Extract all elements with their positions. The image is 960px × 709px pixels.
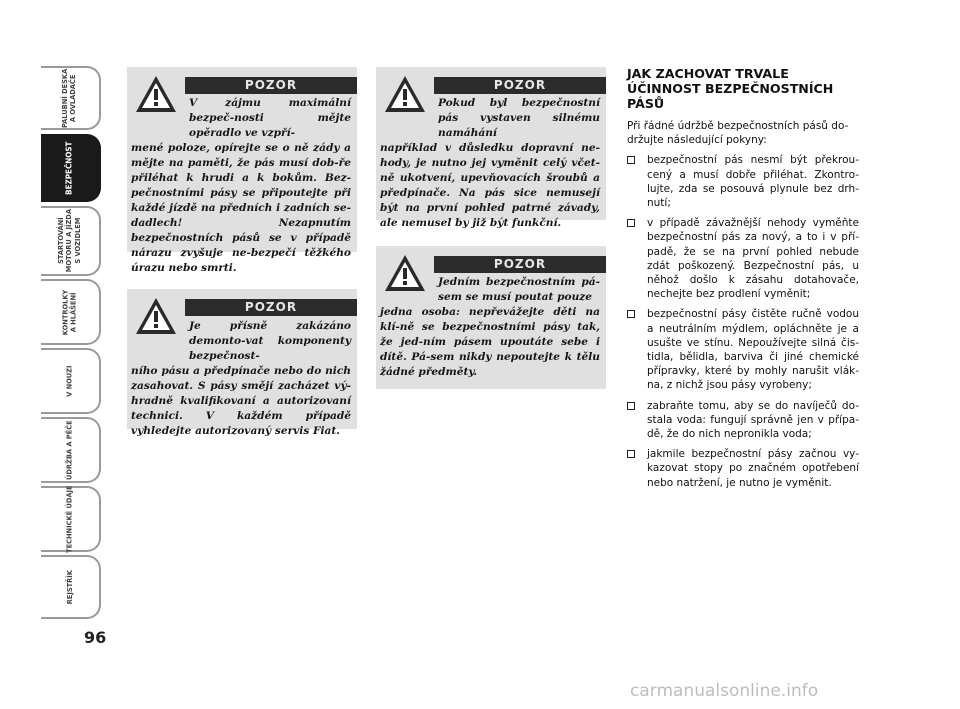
list-item-text: bezpečnostní pásy čistěte ručně vodou a neutrálním mýdlem, opláchněte je a usušte ve stínu. Nepoužívejte silná čis-tidla, bělidla, barviva či jiné chemické přípravky, které by mohly narušit vlák-na, z nichž jsou pásy vyrobeny; bbox=[647, 308, 859, 392]
warning-text-first: V zájmu maximální bezpeč-nosti mějte opěradlo ve vzpří- bbox=[189, 97, 351, 139]
section-intro: Při řádné údržbě bezpečnostních pásů do-držujte následující pokyny: bbox=[627, 120, 849, 147]
warning-text-rest: ního pásu a předpínače nebo do nich zasahovat. S pásy smějí zacházet vý-hradně kvalifikovaní a autorizovaní technici. V každém případě vyhledejte autorizovaný servis Fiat. bbox=[131, 365, 351, 437]
section-title: JAK ZACHOVAT TRVALE ÚČINNOST BEZPEČNOSTNÍCH PÁSŮ bbox=[627, 66, 834, 111]
list-item-text: jakmile bezpečnostní pásy začnou vy-kazovat stopy po značném opotřebení nebo natržení, je nutno je vyměnit. bbox=[647, 448, 859, 489]
tab-label: BEZPEČNOST bbox=[64, 141, 74, 195]
checkbox-bullet-icon bbox=[627, 310, 635, 318]
tab-label: V NOUZI bbox=[64, 365, 74, 397]
warning-text-rest: mené poloze, opírejte se o ně zády a mějte na paměti, že pás musí dob-ře přiléhat k hrudi a k bokům. Bez-pečnostními pásy se připoutejte při každé jízdě na předních i zadních se-dadlech! Nezapnutím bezpečnostních pásů se v případě nárazu zvyšuje ne-bezpečí těžkého úrazu nebo smrti. bbox=[131, 142, 351, 274]
tab-label: KONTROLKY A HLÁŠENÍ bbox=[60, 289, 78, 335]
list-item-text: v případě závažnější nehody vyměňte bezpečnostní pás za nový, a to i v pří-padě, že se na první pohled nebude zdát poškozený. Bezpečnostní pás, u něhož došlo k zásahu dotahovače, nechejte bez prodlení vyměnit; bbox=[647, 217, 859, 301]
tab-startovani[interactable] bbox=[41, 206, 101, 276]
warning-text bbox=[380, 96, 600, 231]
tab-label: ÚDRŽBA A PÉČE bbox=[64, 420, 74, 480]
warning-text-rest: například v důsledku dopravní ne-hody, je nutno jej vyměnit celý včet-ně ukotvení, upevňovacích šroubů a předpínače. Na pás sice nemusejí být na první pohled patrné závady, ale nemusel by již být funkční. bbox=[380, 142, 600, 229]
warning-header: POZOR bbox=[434, 77, 606, 94]
warning-box-backrest bbox=[127, 67, 357, 274]
list-item bbox=[627, 399, 859, 442]
tab-udrzba[interactable] bbox=[41, 417, 101, 483]
list-item-text: bezpečnostní pás nesmí být překrou-cený a musí dobře přiléhat. Zkontro-lujte, zda se posouvá plynule bez drh-nutí; bbox=[647, 154, 859, 210]
warning-text-first: Pokud byl bezpečnostní pás vystaven silnému namáhání bbox=[438, 97, 600, 139]
checkbox-bullet-icon bbox=[627, 402, 635, 410]
tab-palubni-deska[interactable] bbox=[41, 66, 101, 130]
list-item bbox=[627, 447, 859, 490]
tab-bezpecnost[interactable] bbox=[41, 134, 101, 202]
warning-text bbox=[131, 96, 351, 276]
maintenance-list bbox=[627, 153, 859, 489]
tab-kontrolky[interactable] bbox=[41, 279, 101, 345]
tab-label: REJSTŘÍK bbox=[64, 569, 74, 605]
list-item-text: zabraňte tomu, aby se do navíječů do-stala voda: fungují správně jen v přípa-dě, že do nich nepronikla voda; bbox=[647, 399, 859, 441]
warning-header: POZOR bbox=[185, 299, 357, 316]
maintenance-section bbox=[627, 66, 859, 496]
checkbox-bullet-icon bbox=[627, 156, 635, 164]
warning-text-rest: jedna osoba: nepřevážejte děti na klí-ně se bezpečnostními pásy tak, že jed-ním pásem upoutáte sebe i dítě. Pá-sem nikdy nepoutejte k tělu žádné předměty. bbox=[380, 306, 600, 378]
warning-box-one-person bbox=[376, 246, 606, 389]
list-item bbox=[627, 153, 859, 210]
tab-label: TECHNICKÉ ÚDAJE bbox=[64, 485, 74, 553]
tab-label: STARTOVÁNÍ MOTORU A JÍZDA S VOZIDLEM bbox=[56, 209, 83, 273]
tab-rejstrik[interactable] bbox=[41, 555, 101, 619]
warning-text bbox=[131, 319, 351, 439]
tab-technicke-udaje[interactable] bbox=[41, 486, 101, 552]
warning-text bbox=[380, 275, 600, 380]
checkbox-bullet-icon bbox=[627, 219, 635, 227]
page-number: 96 bbox=[84, 628, 107, 647]
list-item bbox=[627, 307, 859, 392]
warning-text-first: Jedním bezpečnostním pá-sem se musí poutat pouze bbox=[438, 276, 600, 303]
tab-label: PALUBNÍ DESKA A OVLADAČE bbox=[60, 68, 78, 128]
list-item bbox=[627, 216, 859, 301]
warning-box-stressed-belt bbox=[376, 67, 606, 229]
warning-text-first: Je přísně zakázáno demonto-vat komponenty bezpečnost- bbox=[189, 320, 351, 362]
warning-header: POZOR bbox=[185, 77, 357, 94]
tab-v-nouzi[interactable] bbox=[41, 348, 101, 414]
watermark: carmanualsonline.info bbox=[630, 681, 819, 701]
checkbox-bullet-icon bbox=[627, 450, 635, 458]
warning-header: POZOR bbox=[434, 256, 606, 273]
warning-box-disassembly bbox=[127, 289, 357, 437]
